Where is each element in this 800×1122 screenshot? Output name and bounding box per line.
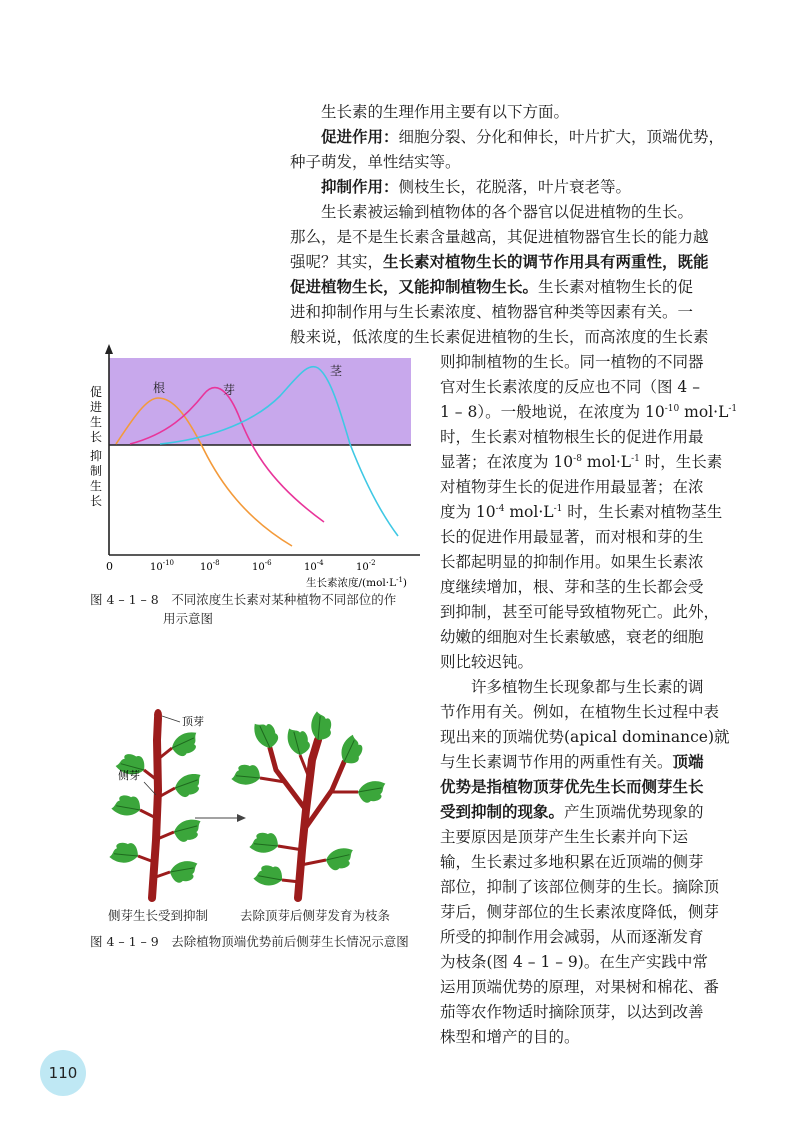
- x-tick-4: [304, 559, 324, 573]
- top-bud-pointer: [162, 716, 180, 722]
- leaf-icon: [253, 862, 285, 889]
- page-number: 110: [40, 1050, 86, 1096]
- promote-region: [109, 358, 411, 445]
- leaf-icon: [357, 780, 387, 803]
- promote-label: 促进作用：: [321, 128, 399, 146]
- x-origin: 0: [106, 560, 113, 573]
- leaf-icon: [169, 730, 202, 759]
- ylabel-promote-1: 促: [90, 385, 103, 399]
- ylabel-inhibit-4: 长: [90, 494, 103, 508]
- ylabel-inhibit-2: 制: [90, 464, 103, 478]
- leaf-icon: [111, 792, 143, 819]
- svg-text:10-8: $10^{-8}$: [200, 559, 220, 573]
- stem-label: 茎: [330, 364, 343, 378]
- x-tick-3: [252, 559, 272, 573]
- ylabel-promote-2: 进: [90, 400, 103, 414]
- leaf-icon: [309, 711, 334, 742]
- figure9-sublabel-left: 侧芽生长受到抑制: [108, 908, 209, 923]
- figure-auxin-concentration-diagram: [80, 340, 430, 590]
- x-tick-5: [356, 559, 376, 573]
- ylabel-promote-4: 长: [90, 430, 103, 444]
- leaf-icon: [325, 847, 356, 872]
- x-axis-label: 生长素浓度$/(mol\cdot L^{-1})$: [306, 576, 408, 589]
- root-label: 根: [153, 381, 166, 395]
- intro-paragraph: 生长素的生理作用主要有以下方面。 促进作用：细胞分裂、分化和伸长，叶片扩大，顶端优势， 种子萌发，单性结实等。 抑制作用：侧枝生长，花脱落，叶片衰老等。 生长素被运输到植物体的各个器官以促进植物的生长。 那么，是不是生长素含量越高，其促进植物器官生长的能力越 强呢？其实，生长素对植物生长的调节作用具有两重性，既能 促进植物生长，又能抑制植物生长。生长素对植物生长的促 进和抑制作用与生长素浓度、植物器官种类等因素有关。一 般来说，低浓度的生长素促进植物的生长，而高浓度的生长素: [290, 103, 725, 346]
- leaf-icon: [249, 830, 280, 855]
- figure9-caption: 图 4 – 1 – 9 去除植物顶端优势前后侧芽生长情况示意图: [90, 934, 409, 949]
- leaf-icon: [169, 860, 199, 883]
- svg-text:10-10: $10^{-10}$: [150, 559, 175, 573]
- x-tick-1: [150, 559, 174, 573]
- top-bud-icon: [154, 709, 162, 721]
- transition-arrow-head: [237, 814, 246, 822]
- leaf-icon: [173, 772, 205, 799]
- plant-before: [109, 709, 205, 898]
- bud-label: 芽: [223, 383, 236, 397]
- leaf-icon: [286, 725, 311, 756]
- figure8-caption: 图 4 – 1 – 8 不同浓度生长素对某种植物不同部位的作 用示意图: [90, 592, 397, 626]
- plant-after: [231, 711, 387, 898]
- leaf-icon: [231, 762, 262, 787]
- svg-text:10-2: $10^{-2}$: [356, 559, 376, 573]
- side-bud-label: 侧芽: [118, 769, 140, 782]
- ylabel-inhibit-3: 生: [90, 479, 103, 493]
- ylabel-promote-3: 生: [90, 415, 103, 429]
- leaf-icon: [336, 733, 368, 768]
- x-tick-2: [200, 559, 220, 573]
- svg-text:10-4: $10^{-4}$: [304, 559, 324, 573]
- leaf-icon: [252, 718, 281, 751]
- figure9-sublabel-right: 去除顶芽后侧芽发育为枝条: [240, 908, 391, 923]
- svg-text:10-6: $10^{-6}$: [252, 559, 272, 573]
- ylabel-inhibit-1: 抑: [90, 449, 103, 463]
- top-bud-label: 顶芽: [182, 715, 204, 728]
- right-column-text: 则抑制植物的生长。同一植物的不同器 官对生长素浓度的反应也不同（图 4 – 1 – 8）。一般地说，在浓度为 $10^{-10}$ $mol\cdot L^{-1}$ 时，生长素对植物根生长的促进作用最 显著；在浓度为 $10^{-8}$ $mol\cdot L^{-1}$ 时，生长素 对植物芽生长的促进作用最显著；在浓 度为 $10^{-4}$ $mol\cdot L^{-1}$ 时，生长素对植物茎生 长的促进作用最显著，而对根和芽的生 长都起明显的抑制作用。如果生长素浓 度继续增加，根、芽和茎的生长都会受 到抑制，甚至可能导致植物死亡。此外， 幼嫩的细胞对生长素敏感，衰老的细胞 则比较迟钝。 许多植物生长现象都与生长素的调 节作用有关。例如，在植物生长过程中表 现出来的顶端优势(apical dominance)就 与生长素调节作用的两重性有关。顶端 优势是指植物顶芽优先生长而侧芽生长 受到抑制的现象。产生顶端优势现象的 主要原因是顶芽产生生长素并向下运 输，生长素过多地积累在近顶端的侧芽 部位，抑制了该部位侧芽的生长。摘除顶 芽后，侧芽部位的生长素浓度降低，侧芽 所受的抑制作用会减弱，从而逐渐发育 为枝条(图 4 – 1 – 9)。在生产实践中常 运用顶端优势的原理，对果树和棉花、番 茄等农作物适时摘除顶芽，以达到改善 株型和增产的目的。: [440, 353, 738, 1046]
- leaf-icon: [172, 818, 203, 843]
- figure-apical-dominance: [100, 700, 430, 905]
- inhibit-label: 抑制作用：: [321, 178, 399, 196]
- y-axis-arrow: [105, 344, 113, 354]
- leaf-icon: [109, 840, 140, 865]
